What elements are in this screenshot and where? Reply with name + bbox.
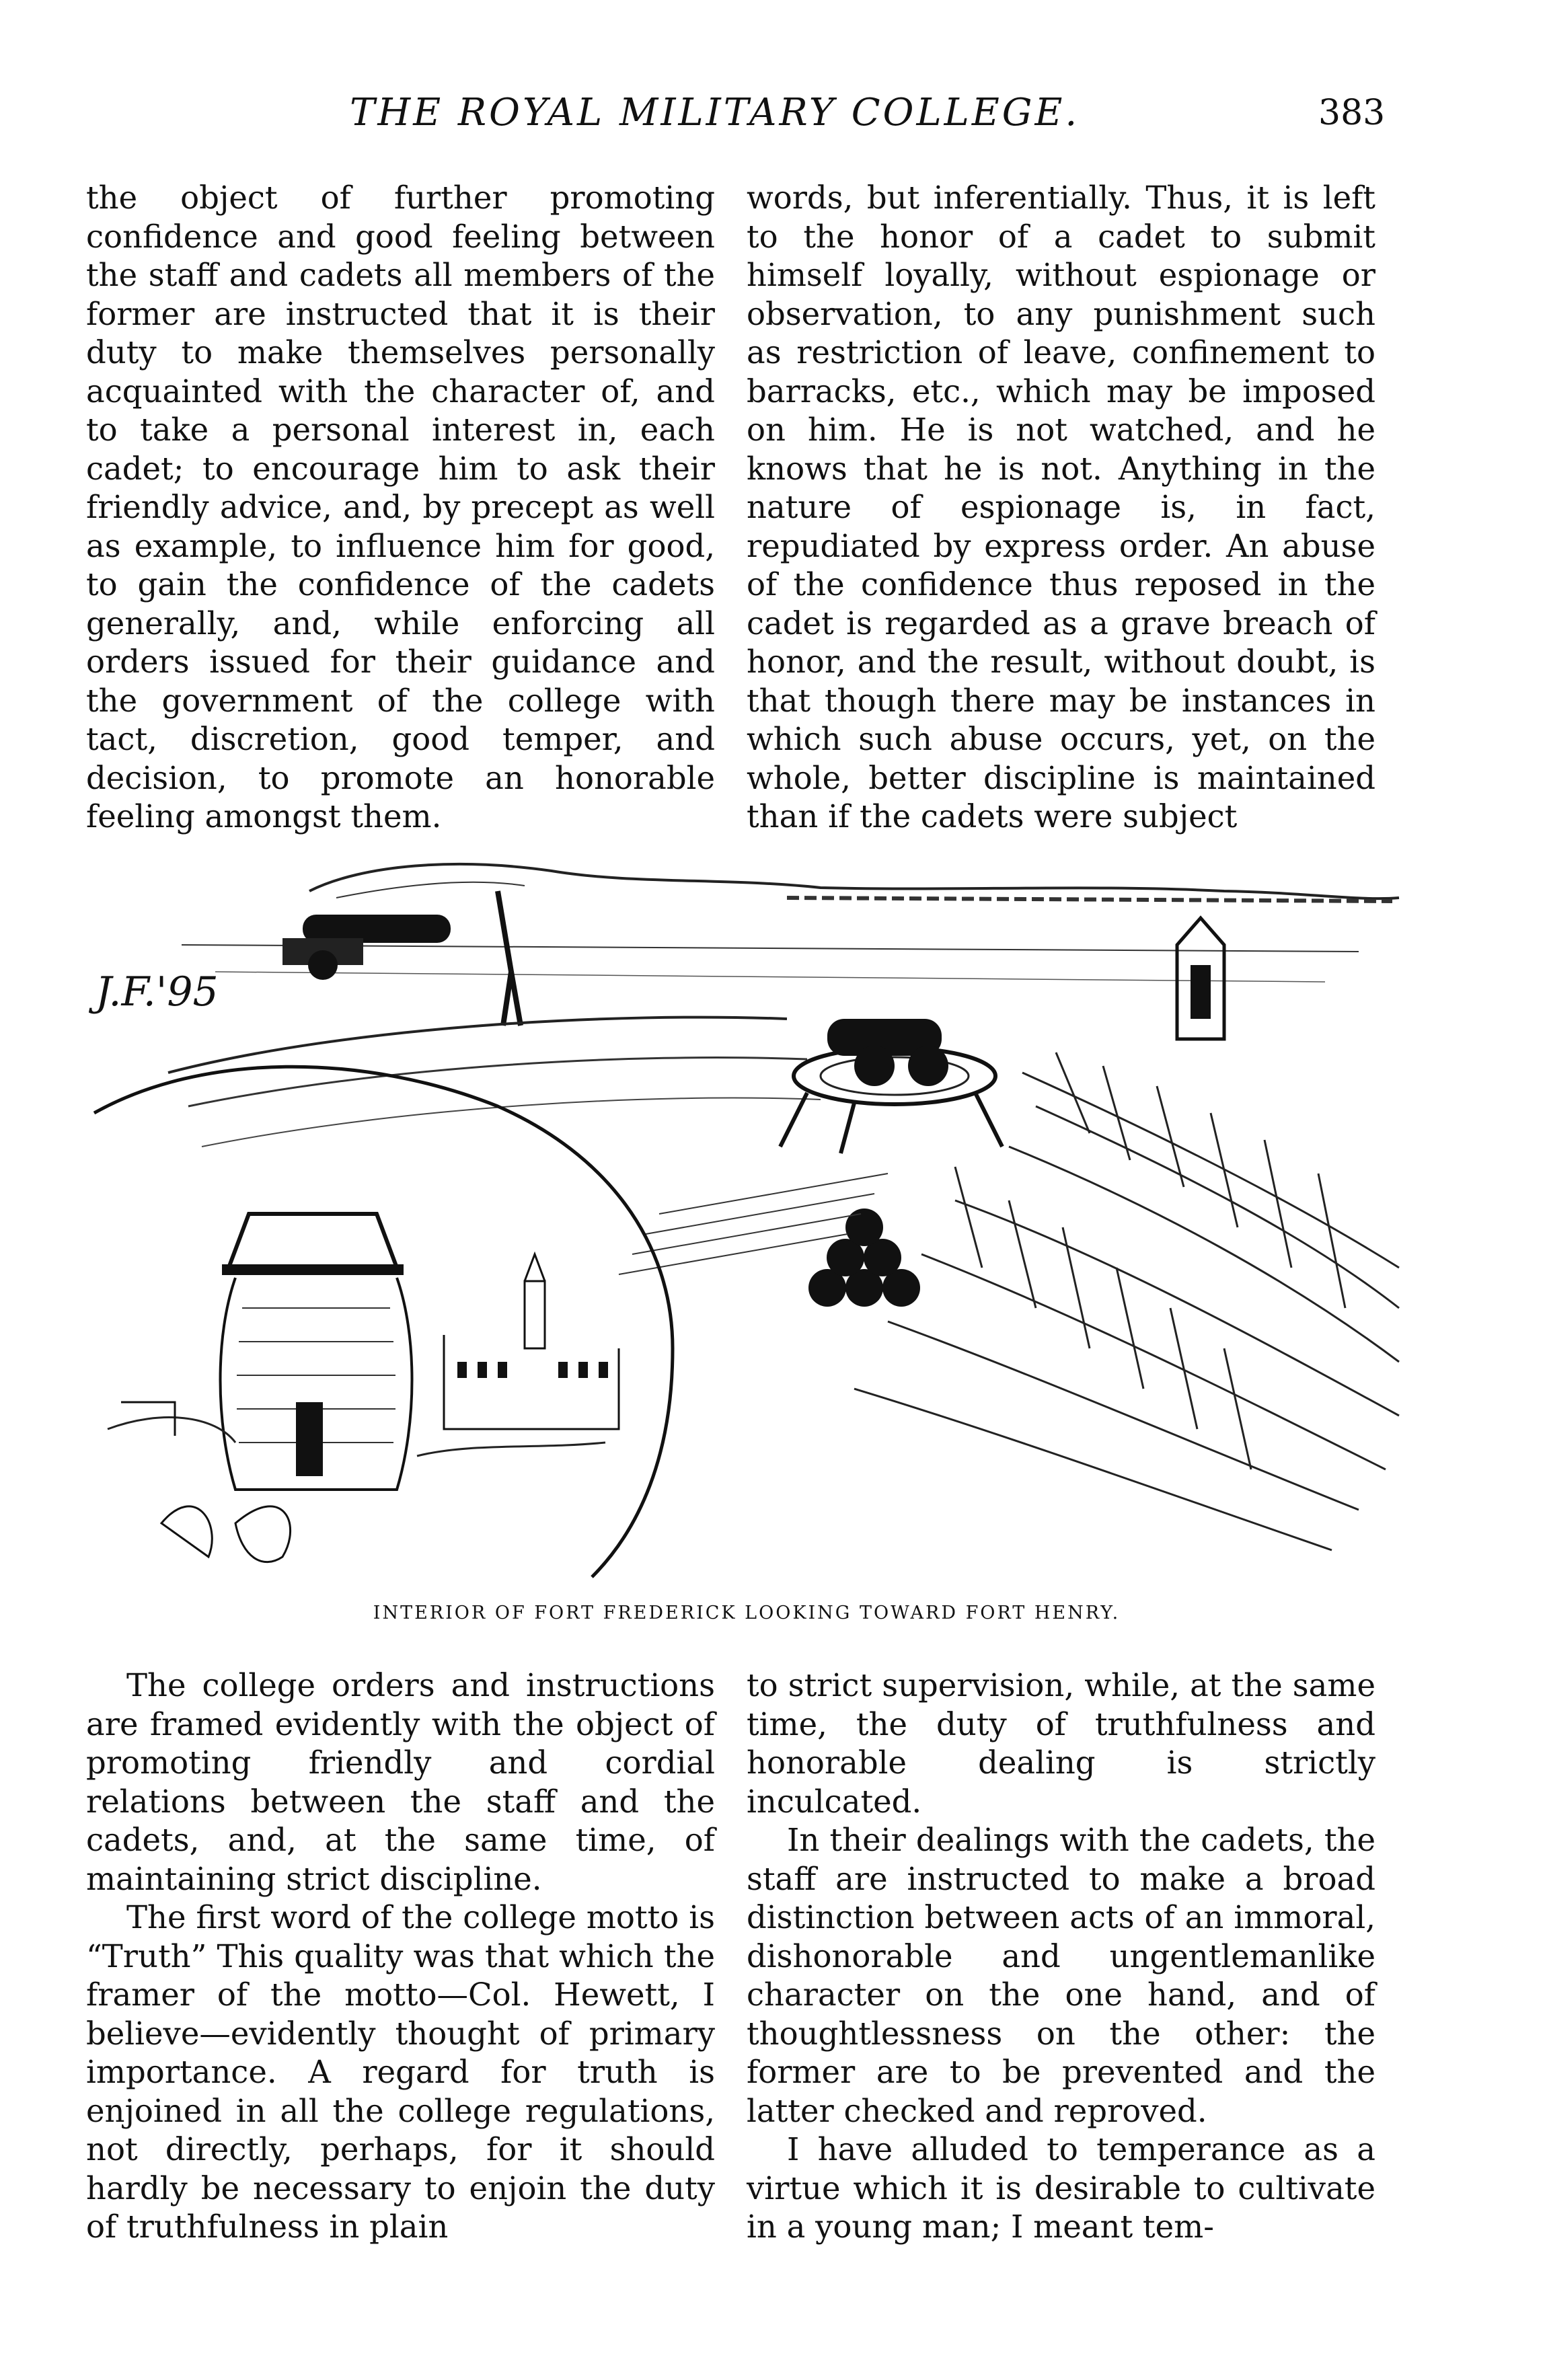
paragraph: The first word of the college motto is “Truth” This quality was that which the framer of the motto—Col. Hewett, I believe—evidently thought of primary importance. A regard for truth is enjoined in all the college regulations, not directly, perhaps, for it should hardly be necessary to enjoin the duty of truthfulness in plain (86, 1899, 715, 2245)
page-number: 383 (1318, 93, 1386, 133)
engraving-drawing (81, 851, 1466, 1590)
fort-frederick-illustration (81, 851, 1466, 1590)
bottom-right-column (747, 1666, 1375, 2247)
right-cannon (780, 1019, 1002, 1153)
bottom-left-column (86, 1666, 715, 2247)
top-right-column (747, 179, 1375, 837)
inset-vignette (94, 1067, 673, 1577)
paragraph: I have alluded to temperance as a virtue which it is desirable to cultivate in a young man; I meant tem- (747, 2131, 1375, 2245)
sentry-box (1177, 918, 1224, 1039)
left-cannon (282, 915, 451, 980)
paragraph: the object of further promoting confidence and good feeling between the staff and cadets all members of the former are instructed that it is their duty to make themselves personally acquainted with the character of, and to take a personal interest in, each cadet; to encourage him to ask their friendly advice, and, by precept as well as example, to influence him for good, to gain the confidence of the cadets generally, and, while enforcing all orders issued for their guidance and the government of the college with tact, discretion, good temper, and decision, to promote an honorable feeling amongst them. (86, 180, 715, 835)
artist-signature: J.F.'95 (96, 968, 219, 1015)
top-left-column (86, 179, 715, 837)
paragraph: The college orders and instructions are framed evidently with the object of promoting friendly and cordial relations between the staff and the cadets, and, at the same time, of maintaining strict discipline. (86, 1667, 715, 1897)
grass-hatching (854, 1052, 1399, 1550)
illustration-caption: INTERIOR OF FORT FREDERICK LOOKING TOWARD FORT HENRY. (373, 1603, 1121, 1623)
cannonball-pile (808, 1208, 920, 1307)
paragraph: words, but inferentially. Thus, it is left to the honor of a cadet to submit himself loyally, without espionage or observation, to any punishment such as restriction of leave, confinement to barracks, etc., which may be imposed on him. He is not watched, and he knows that he is not. Anything in the nature of espionage is, in fact, repudiated by express order. An abuse of the confidence thus reposed in the cadet is regarded as a grave breach of honor, and the result, without doubt, is that though there may be instances in which such abuse occurs, yet, on the whole, better discipline is maintained than if the cadets were subject (747, 180, 1375, 835)
running-title: THE ROYAL MILITARY COLLEGE. (350, 91, 1080, 135)
paragraph: to strict supervision, while, at the same time, the duty of truthfulness and honorable dealing is strictly inculcated. (747, 1667, 1375, 1820)
paragraph: In their dealings with the cadets, the staff are instructed to make a broad distinction between acts of an immoral, dishonorable and ungentlemanlike character on the one hand, and of thoughtlessness on the other: the former are to be prevented and the latter checked and reproved. (747, 1822, 1375, 2129)
